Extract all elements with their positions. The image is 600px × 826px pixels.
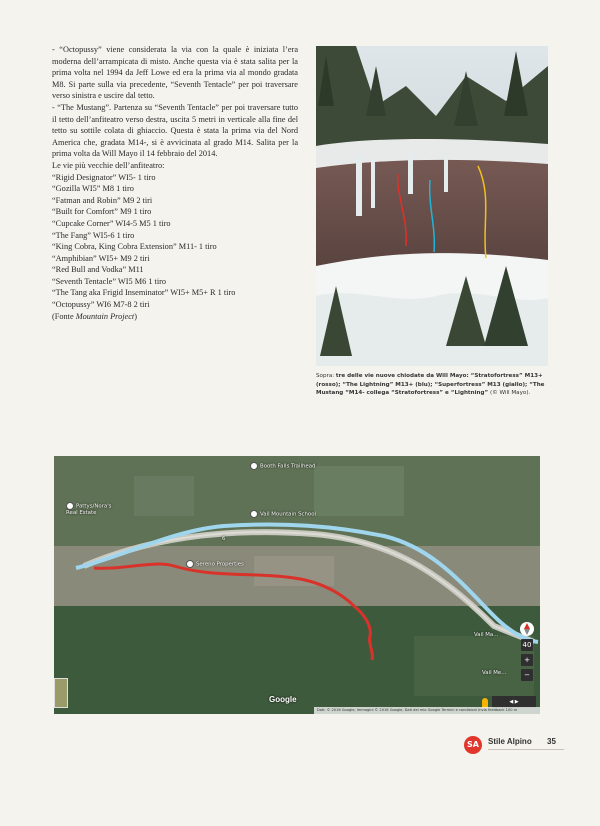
- zoom-in-button[interactable]: +: [521, 654, 533, 666]
- caption-routes: tre delle vie nuove chiodate da Will Mayo: “Stratofortress” M13+ (rosso); “The Lightning” M13+ (blu); “Superfortress” M13 (giallo); “The Mustang “M14- collega “Stratofortress” e “Lightning”: [316, 373, 545, 397]
- paragraph-mustang: - “The Mustang”. Partenza su “Seventh Tentacle” per poi traversare tutto il tetto dell’anfiteatro verso destra, uscita 5 metri in verticale alla fine del tetto su sottile colata di ghiaccio. Questa è stata la prima via del Nord America che, gradata M14-, si è avvicinata al grado M14. Salita per la prima volta da Will Mayo il 14 febbraio del 2014.: [52, 102, 298, 159]
- photo-caption: [316, 372, 548, 398]
- poi-icon: [186, 560, 194, 568]
- route-item: “Amphibian” WI5+ M9 2 tiri: [52, 253, 150, 263]
- poi-icon: [250, 510, 258, 518]
- article-text: [52, 44, 298, 322]
- map-label-lower-right[interactable]: Vail Me...: [482, 670, 507, 676]
- source-name: Mountain Project: [75, 311, 135, 321]
- compass-icon[interactable]: [520, 622, 534, 636]
- routes-intro: Le vie più vecchie dell’anfiteatro:: [52, 160, 165, 170]
- route-item: “Built for Comfort” M9 1 tiro: [52, 207, 152, 217]
- route-item: “The Tang aka Frigid Inseminator” WI5+ M5+ R 1 tiro: [52, 288, 236, 298]
- paragraph-octopussy: - “Octopussy” viene considerata la via con la quale è iniziata l’era moderna dell’arrampicata di misto. Anche questa via è stata salita per la prima volta nel 1994 da Jeff Lowe ed era la prima via al mondo gradata M8. Si parte sulla via precedente, “Seventh Tentacle” per poi traversare verso sinistra e uscire dal tetto.: [52, 45, 298, 101]
- map-label-real-estate[interactable]: Pattys/Nora's Real Estate: [66, 503, 112, 516]
- map-controls: [520, 622, 534, 681]
- route-item: “King Cobra, King Cobra Extension” M11- 1 tiro: [52, 242, 217, 252]
- map-label-upper-right[interactable]: Vail Ma...: [474, 632, 499, 638]
- map-type-thumbnail[interactable]: [54, 678, 68, 708]
- poi-icon: [66, 502, 74, 510]
- magazine-logo: SA: [464, 736, 482, 754]
- route-map[interactable]: [54, 456, 540, 714]
- map-terrain: [54, 456, 540, 714]
- route-item: “Seventh Tentacle” WI5 M6 1 tiro: [52, 276, 167, 286]
- map-label-mountain-school[interactable]: Vail Mountain School: [250, 510, 316, 518]
- page-footer: [464, 734, 564, 754]
- climbing-photo-illustration: [316, 46, 548, 366]
- route-list: [52, 172, 298, 311]
- route-item: “Gozilla WI5” M8 1 tiro: [52, 184, 134, 194]
- footer-divider: [488, 749, 564, 750]
- caption-credit: (© Will Mayo).: [488, 390, 531, 397]
- source-credit: [52, 311, 298, 323]
- route-item: “The Fang” WI5-6 1 tiro: [52, 230, 135, 240]
- route-item: “Fatman and Robin” M9 2 tiri: [52, 195, 153, 205]
- map-road-marker: 6: [222, 536, 226, 542]
- poi-icon: [250, 462, 258, 470]
- route-item: “Red Bull and Vodka” M11: [52, 265, 144, 275]
- route-item: “Cupcake Corner” WI4-5 M5 1 tiro: [52, 218, 171, 228]
- caption-lead: Sopra:: [316, 373, 336, 379]
- source-suffix: ): [134, 311, 137, 321]
- page-number: 35: [547, 737, 556, 746]
- map-label-sereno[interactable]: Sereno Properties: [186, 560, 244, 568]
- google-logo: Google: [269, 695, 297, 704]
- magazine-name: Stile Alpino: [488, 737, 532, 746]
- map-label-booth-falls[interactable]: Booth Falls Trailhead: [250, 462, 315, 470]
- source-prefix: (Fonte: [52, 311, 76, 321]
- climbing-photo: [316, 46, 548, 366]
- route-item: “Octopussy” WI6 M7-8 2 tiri: [52, 300, 150, 310]
- route-item: “Rigid Designator” WI5- 1 tiro: [52, 172, 156, 182]
- map-toolbar[interactable]: ◀ ▶: [492, 696, 536, 708]
- tilt-button[interactable]: 40: [522, 641, 532, 649]
- map-attribution[interactable]: Dati: © 2016 Google, Immagini © 2016 Google, Dati del mio Google Termini e condizioni Invia feedback 100 m: [314, 707, 540, 714]
- zoom-out-button[interactable]: −: [521, 669, 533, 681]
